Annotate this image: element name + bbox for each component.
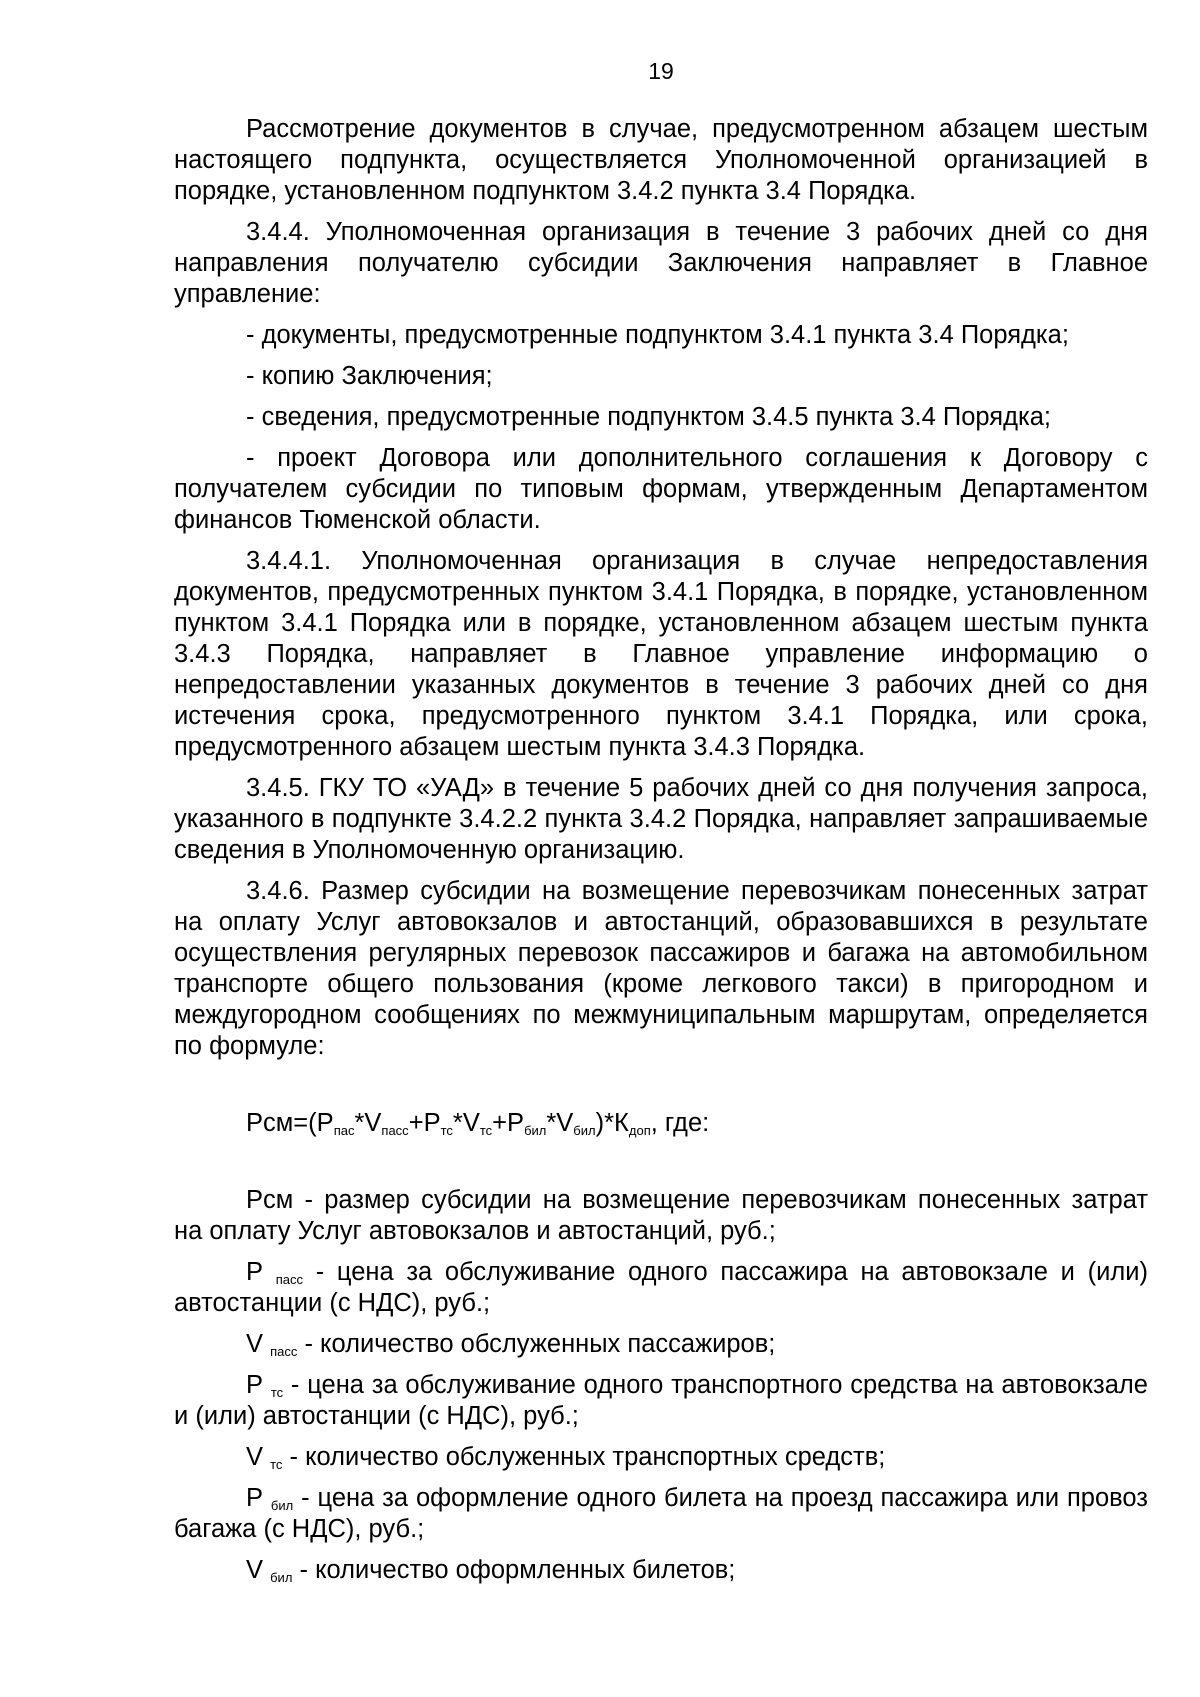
definition-p-ts <box>174 1370 1148 1432</box>
paragraph-3-4-4: 3.4.4. Уполномоченная организация в течение 3 рабочих дней со дня направления получателю субсидии Заключения направляет в Главное управление: <box>174 218 1148 308</box>
formula-part: )*К <box>595 1109 629 1137</box>
formula-subscript: доп <box>628 1123 651 1138</box>
list-item-documents: - документы, предусмотренные подпунктом 3.4.1 пункта 3.4 Порядка; <box>246 321 1069 349</box>
definition-text: - цена за оформление одного билета на проезд пассажира или провоз багажа (с НДС), руб.; <box>174 1484 1148 1543</box>
formula-part: +Р <box>408 1109 441 1137</box>
definition-symbol: Р <box>246 1484 264 1512</box>
page-number: 19 <box>648 58 674 84</box>
formula-part: *V <box>354 1109 382 1137</box>
definition-text: - цена за обслуживание одного пассажира на автовокзале и (или) автостанции (с НДС), руб.; <box>174 1258 1148 1317</box>
list-item-information: - сведения, предусмотренные подпунктом 3.4.5 пункта 3.4 Порядка; <box>246 403 1051 431</box>
definition-subscript: тс <box>270 1385 284 1400</box>
definition-v-ts <box>174 1442 1148 1473</box>
document-body <box>174 114 1148 1596</box>
formula-part: , где: <box>650 1109 710 1137</box>
paragraph-3-4-6: 3.4.6. Размер субсидии на возмещение перевозчикам понесенных затрат на оплату Услуг автовокзалов и автостанций, образовавшихся в результате осуществления регулярных перевозок пассажиров и багажа на автомобильном транспорте общего пользования (кроме легкового такси) в пригородном и междугородном сообщениях по межмуниципальным маршрутам, определяется по формуле: <box>174 877 1148 1060</box>
definition-symbol: Рсм <box>246 1186 294 1214</box>
formula-subscript: пас <box>333 1123 355 1138</box>
formula-subscript: тс <box>479 1123 493 1138</box>
definition-text: - размер субсидии на возмещение перевозчикам понесенных затрат на оплату Услуг автовокзалов и автостанций, руб.; <box>174 1186 1148 1245</box>
definition-symbol: V <box>246 1556 264 1584</box>
definition-symbol: V <box>246 1443 264 1471</box>
definition-p-pass <box>174 1257 1148 1319</box>
subsidy-formula <box>174 1108 1148 1139</box>
definition-text: - цена за обслуживание одного транспортного средства на автовокзале и (или) автостанции (с НДС), руб.; <box>174 1371 1148 1430</box>
definition-subscript: бил <box>270 1498 294 1513</box>
formula-part: +Р <box>492 1109 525 1137</box>
definition-subscript: пасс <box>270 1344 298 1359</box>
definition-subscript: тс <box>270 1457 283 1472</box>
definition-text: - количество обслуженных транспортных средств; <box>282 1443 886 1471</box>
list-item-draft-agreement: - проект Договора или дополнительного соглашения к Договору с получателем субсидии по типовым формам, утвержденным Департаментом финансов Тюменской области. <box>174 444 1148 534</box>
formula-subscript: бил <box>524 1123 547 1138</box>
definition-subscript: бил <box>270 1570 293 1585</box>
definition-symbol: Р <box>246 1371 264 1399</box>
definition-symbol: V <box>246 1330 264 1358</box>
paragraph-3-4-4-1: 3.4.4.1. Уполномоченная организация в случае непредоставления документов, предусмотренных пунктом 3.4.1 Порядка, в порядке, установленном пунктом 3.4.1 Порядка или в порядке, установленном абзацем шестым пункта 3.4.3 Порядка, направляет в Главное управление информацию о непредоставлении указанных документов в течение 3 рабочих дней со дня истечения срока, предусмотренного пунктом 3.4.1 Порядка, или срока, предусмотренного абзацем шестым пункта 3.4.3 Порядка. <box>174 547 1148 761</box>
formula-subscript: пасс <box>381 1123 409 1138</box>
definition-text: - количество обслуженных пассажиров; <box>297 1330 776 1358</box>
formula-subscript: бил <box>573 1123 596 1138</box>
definition-rsm <box>174 1185 1148 1247</box>
paragraph-3-4-5: 3.4.5. ГКУ ТО «УАД» в течение 5 рабочих дней со дня получения запроса, указанного в подпункте 3.4.2.2 пункта 3.4.2 Порядка, направляет запрашиваемые сведения в Уполномоченную организацию. <box>174 774 1148 864</box>
formula-part: *V <box>452 1109 480 1137</box>
list-item-copy-conclusion: - копию Заключения; <box>246 362 493 390</box>
definition-symbol: Р <box>246 1258 264 1286</box>
definition-v-pass <box>174 1329 1148 1360</box>
formula-part: Рсм=(Р <box>246 1109 334 1137</box>
definition-p-bil <box>174 1483 1148 1545</box>
definition-subscript: пасс <box>275 1272 303 1287</box>
formula-part: *V <box>546 1109 574 1137</box>
definition-text: - количество оформленных билетов; <box>292 1556 736 1584</box>
paragraph-review-documents: Рассмотрение документов в случае, предусмотренном абзацем шестым настоящего подпункта, осуществляется Уполномоченной организацией в порядке, установленном подпунктом 3.4.2 пункта 3.4 Порядка. <box>174 115 1148 205</box>
definition-v-bil <box>174 1555 1148 1586</box>
formula-subscript: тс <box>440 1123 453 1138</box>
